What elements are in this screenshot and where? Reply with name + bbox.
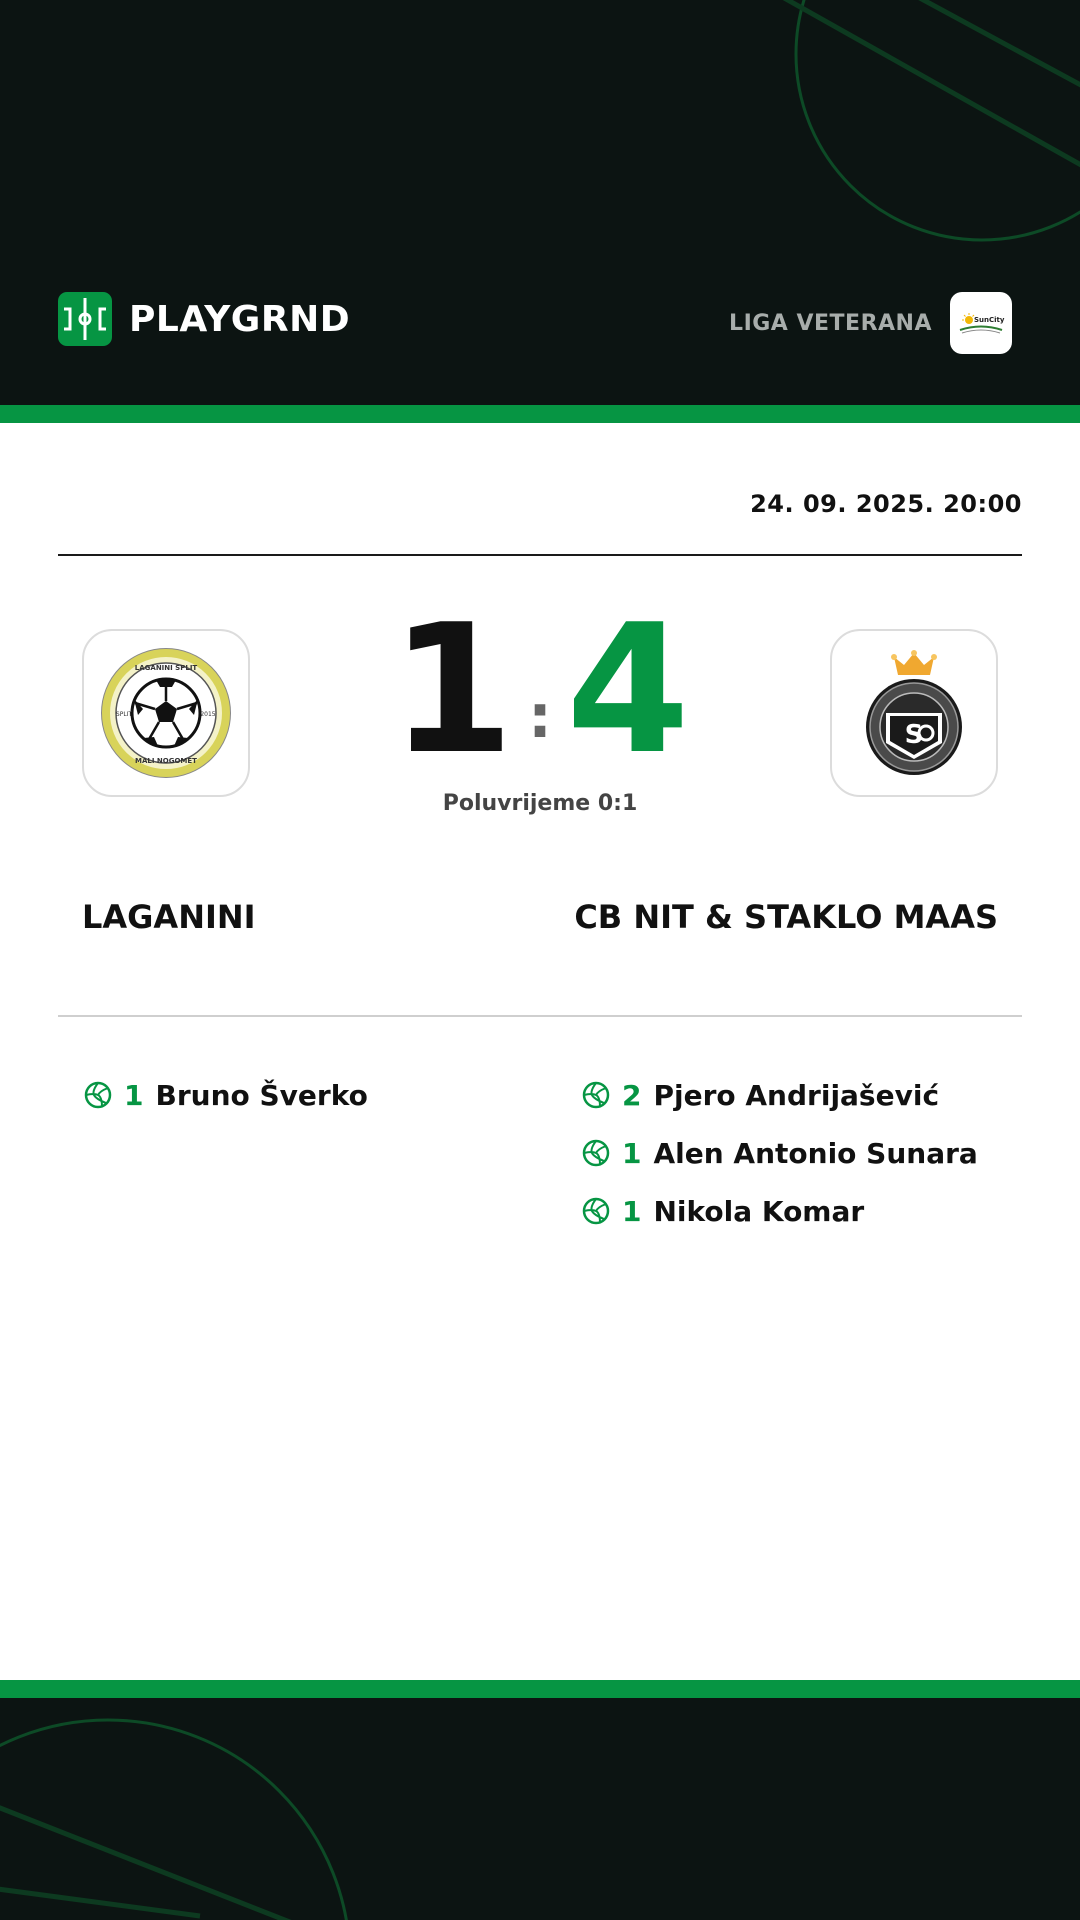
scoreboard [300,586,780,793]
list-item [582,1182,978,1240]
soccer-ball-icon [582,1197,610,1225]
svg-text:SunCity: SunCity [974,316,1005,324]
scorer-goals: 1 [622,1136,642,1170]
brand [58,292,350,346]
brand-name: PLAYGRND [129,298,351,340]
header-accent-band [0,405,1080,423]
away-team-logo [830,629,998,797]
svg-text:S: S [904,720,924,750]
soccer-ball-icon [84,1081,112,1109]
league-name: LIGA VETERANA [729,310,932,336]
footer-accent-band [0,1680,1080,1698]
halftime-score: Poluvrijeme 0:1 [442,791,638,816]
pitch-decoration [0,1698,1080,1920]
soccer-ball-crest-icon [98,645,234,781]
list-item [84,1066,368,1124]
footer [0,1698,1080,1920]
home-scorers-list [84,1066,368,1124]
pitch-icon [58,292,112,346]
scorer-name: Alen Antonio Sunara [653,1136,978,1170]
svg-text:LAGANINI SPLIT: LAGANINI SPLIT [134,664,198,672]
scorer-goals: 1 [124,1078,144,1112]
home-team-logo [82,629,250,797]
header [0,0,1080,405]
score-separator: : [528,682,552,752]
sponsor-logo-icon [950,292,1012,354]
svg-text:MALI NOGOMET: MALI NOGOMET [135,757,197,765]
crowned-shield-crest-icon [854,643,974,783]
away-score: 4 [566,586,690,793]
scorer-name: Nikola Komar [653,1194,865,1228]
soccer-ball-icon [582,1081,610,1109]
svg-text:SPLIT: SPLIT [115,711,133,718]
list-item [582,1066,978,1124]
home-score: 1 [390,586,514,793]
svg-text:2015: 2015 [200,711,216,718]
league [729,292,1012,354]
away-team-name: CB NIT & STAKLO MAAS [574,898,998,936]
home-team-name: LAGANINI [82,898,256,936]
away-scorers-list [582,1066,978,1240]
scorer-goals: 1 [622,1194,642,1228]
scorer-name: Bruno Šverko [155,1078,368,1112]
scorer-name: Pjero Andrijašević [653,1078,940,1112]
divider [58,554,1022,556]
scorer-goals: 2 [622,1078,642,1112]
list-item [582,1124,978,1182]
match-datetime: 24. 09. 2025. 20:00 [750,490,1022,518]
soccer-ball-icon [582,1139,610,1167]
divider [58,1015,1022,1017]
